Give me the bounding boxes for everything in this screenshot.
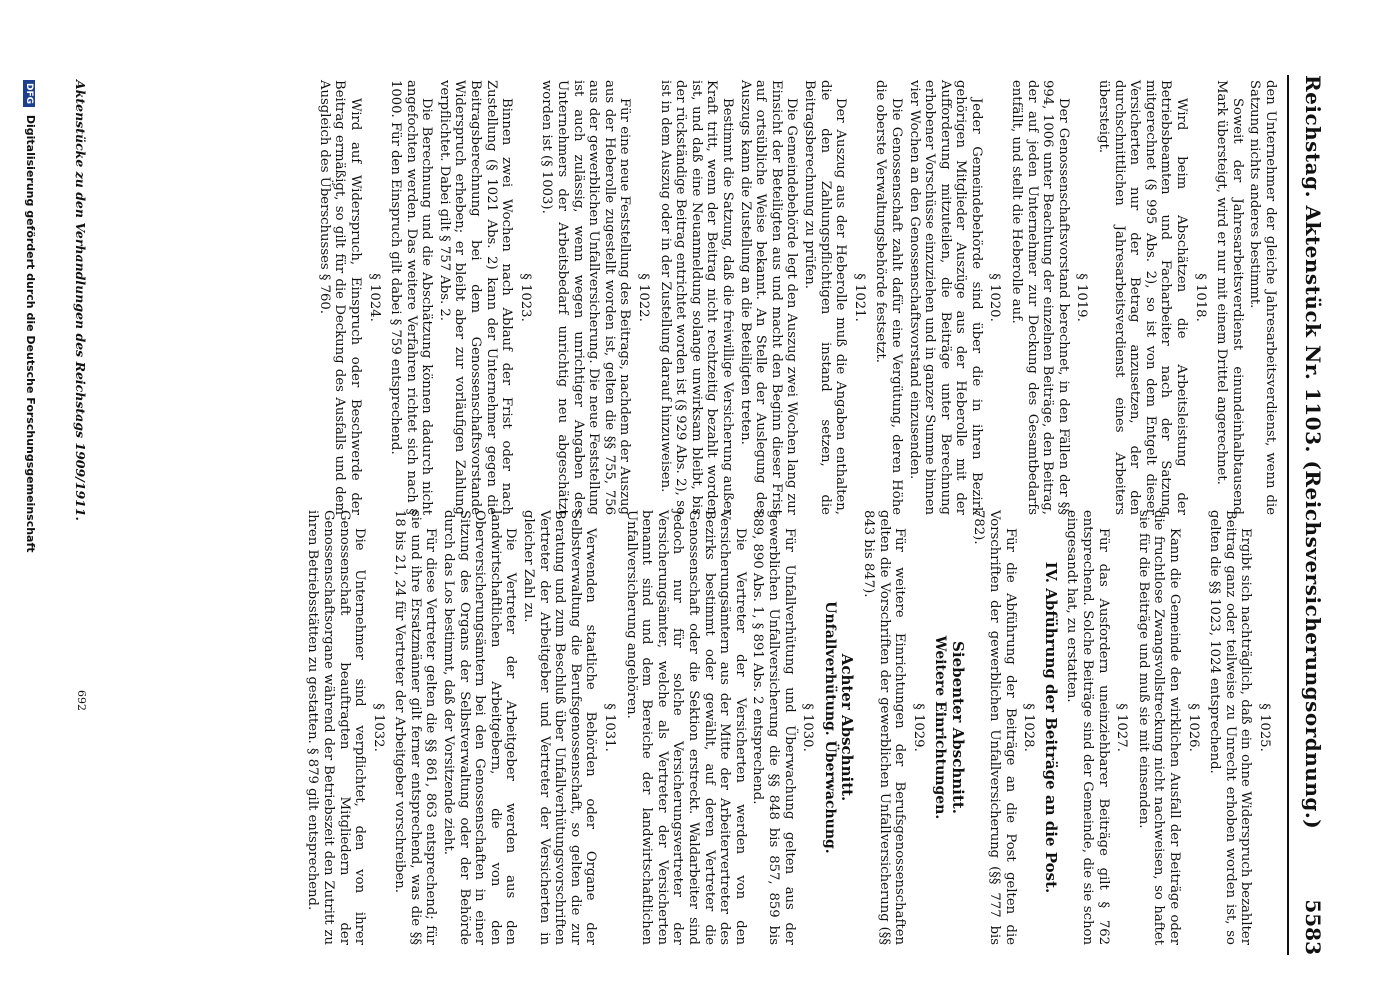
paragraph: Wird auf Widerspruch, Einspruch oder Beschwerde der Beitrag ermäßigt, so gilt für die Deckung des Ausfalls und dem Ausgleich des Überschusses § 760.	[316, 80, 363, 515]
section-number: § 1018.	[1192, 273, 1208, 322]
section-number: § 1027.	[1114, 703, 1130, 752]
page-header	[1287, 75, 1325, 955]
funding-note-text: Digitalisierung gefördert durch die Deutsche Forschungsgemeinschaft	[24, 114, 37, 553]
paragraph: Verwenden staatliche Behörden oder Organe der Selbstverwaltung die Berufsgenossenschaft, so gelten die zur Beratung und zum Beschluß über Unfallverhütungsvorschriften Vertreter der Arbeitgeber und Vertreter der Versicherten in gleicher Zahl zu.	[521, 510, 599, 945]
paragraph: Binnen zwei Wochen nach Ablauf der Frist oder nach Zustellung (§ 1021 Abs. 2) kann der Unternehmer gegen die Beitragsberechnung bei dem Genossenschaftsvorstande Widerspruch erheben; er bleibt aber zur vorläufigen Zahlung verpflichtet. Dabei gilt § 757 Abs. 2.	[436, 80, 515, 515]
paragraph: Der Genossenschaftsvorstand berechnet, in den Fällen der §§ 994, 1006 unter Beachtung der einzelnen Beiträge, den Beitrag, der auf jeden Unternehmer zur Deckung des Gesamtbedarfs entfällt, und stellt die Heberolle auf.	[1009, 80, 1071, 515]
paragraph: Der Auszug aus der Heberolle muß die Angaben enthalten, die den Zahlungspflichtigen instand setzen, die Beitragsberechnung zu prüfen.	[801, 80, 849, 515]
paragraph: Ergibt sich nachträglich, daß ein ohne Widerspruch bezahlter Beitrag ganz oder teilweise zu Unrecht erhoben worden ist, so gelten die §§ 1023, 1024 entsprechend.	[1207, 510, 1254, 945]
paragraph: Jeder Gemeindebehörde sind über die in ihren Bezirk gehörigen Mitglieder Auszüge aus der Heberolle mit der Aufforderung mitzuteilen, die Beiträge unter Berechnung erhobener Vorschüsse einzuziehen und in ganzer Summe binnen vier Wochen an den Genossenschaftsvorstand einzusenden.	[906, 80, 984, 515]
section-heading: Siebenter Abschnitt.	[948, 641, 967, 814]
funding-note	[23, 80, 37, 980]
section-number: § 1029.	[910, 703, 926, 752]
paragraph: Für die Abführung der Beiträge an die Post gelten die Vorschriften der gewerblichen Unfallversicherung (§§ 777 bis 782).	[971, 510, 1018, 945]
paragraph: Die Berechnung und die Abschätzung können dadurch nicht angefochten werden. Das weitere Verfahren richtet sich nach § 1000. Für den Einspruch gilt dabei § 759 entsprechend.	[388, 80, 435, 515]
paragraph: Für Unfallverhütung und Überwachung gelten aus der gewerblichen Unfallversicherung die §§ 848 bis 857, 859 bis 889, 890 Abs. 1, § 891 Abs. 2 entsprechend.	[750, 510, 797, 945]
page-number: 5583	[1301, 899, 1325, 955]
section-heading: IV. Abführung der Beiträge an die Post.	[1041, 561, 1060, 894]
paragraph: Soweit der Jahresarbeitsverdienst einundeinhalbtausend Mark übersteigt, wird er nur mit einem Drittel angerechnet.	[1214, 80, 1245, 515]
section-number: § 1020.	[987, 273, 1003, 322]
paragraph: Wird beim Abschätzen die Arbeitsleistung der Betriebsbeamten und Facharbeiter nach der Satzung mitgerechnet (§ 995 Abs. 2), so ist von dem Entgelt dieser Versicherten nur der Betrag anzusetzen, der den durchschnittlichen Jahresarbeitsverdienst eines Arbeiters übersteigt.	[1096, 80, 1190, 515]
paragraph: den Unternehmer der gleiche Jahresarbeitsverdienst, wenn die Satzung nichts anderes bestimmt.	[1247, 80, 1278, 515]
footer-source: Aktenstücke zu den Verhandlungen des Reichstags 1909/1911.	[73, 80, 88, 521]
paragraph: Die Vertreter der Versicherten werden von den Versicherungsämtern aus der Mitte der Arbeitervertreter des Bezirks bestimmt oder gewählt, auf deren Vertreter die Genossenschaft oder die Sektion erstreckt. Waldarbeiter sind jedoch nur für solche Versicherungsvertreter der Versicherungsämter, welche als Vertreter der Versicherten benannt sind und dem Bereiche der landwirtschaftlichen Unfallversicherung angehören.	[623, 510, 748, 945]
paragraph: Die Gemeindebehörde legt den Auszug zwei Wochen lang zur Einsicht der Beteiligten aus und macht den Beginn dieser Frist auf ortsübliche Weise bekannt. An Stelle der Auslegung des Auszugs kann die Zustellung an die Beteiligten treten.	[737, 80, 800, 515]
left-column	[314, 80, 1278, 515]
section-heading: Achter Abschnitt.	[838, 653, 857, 802]
paragraph: Die Unternehmer sind verpflichtet, den von ihrer Genossenschaft beauftragten Mitgliedern der Genossenschaftsorgane während der Betriebszeit den Zutritt zu ihren Betriebsstätten zu gestatten. § 879 gilt entsprechend.	[305, 510, 368, 945]
section-subheading: Unfallverhütung. Überwachung.	[821, 601, 838, 854]
paragraph: Für eine neue Feststellung des Beitrags, nachdem der Auszug aus der Heberolle zugestellt worden ist, gelten die §§ 755, 756 aus der gewerblichen Unfallversicherung. Die neue Feststellung ist auch zulässig, wenn wegen unrichtiger Angaben des Unternehmers der Arbeitsbedarf unrichtig neu abgeschätzt worden ist (§ 1003).	[539, 80, 633, 515]
paragraph: Bestimmt die Satzung, daß die freiwillige Versicherung außer Kraft tritt, wenn der Beitrag nicht rechtzeitig bezahlt worden ist, und daß eine Neuanmeldung solange unwirksam bleibt, bis der rückständige Beitrag entrichtet worden ist (§ 929 Abs. 2), so ist in dem Auszug oder in der Zustellung darauf hinzuweisen.	[657, 80, 735, 515]
section-number: § 1019.	[1074, 273, 1090, 322]
paragraph: Die Genossenschaft zahlt dafür eine Vergütung, deren Höhe die oberste Verwaltungsbehörde festsetzt.	[873, 80, 904, 515]
paragraph: Für diese Vertreter gelten die §§ 861, 863 entsprechend; für sie und ihre Ersatzmänner gilt ferner entsprechend, was die §§ 18 bis 21, 24 für Vertreter der Arbeitgeber vorschreiben.	[392, 510, 439, 945]
section-number: § 1022.	[636, 273, 652, 322]
section-number: § 1028.	[1021, 703, 1037, 752]
section-number: § 1031.	[602, 703, 618, 752]
section-number: § 1023.	[517, 273, 533, 322]
section-number: § 1030.	[800, 703, 816, 752]
section-number: § 1021.	[851, 273, 867, 322]
paragraph: Für das Ausfordern uneinziehbarer Beiträge gilt § 762 entsprechend. Solche Beiträge sind der Gemeinde, die sie schon eingesandt hat, zu erstatten.	[1064, 510, 1111, 945]
dfg-logo: DFG	[23, 80, 35, 107]
section-number: § 1026.	[1185, 703, 1201, 752]
header-title: Reichstag. Aktenstück Nr. 1103. (Reichsversicherungsordnung.)	[1301, 75, 1325, 830]
section-number: § 1025.	[1257, 703, 1272, 752]
section-subheading: Weitere Einrichtungen.	[932, 635, 949, 820]
footer-sheet-number: 692	[75, 690, 88, 711]
paragraph: Für weitere Einrichtungen der Berufsgenossenschaften gelten die Vorschriften der gewerblichen Unfallversicherung (§§ 843 bis 847).	[860, 510, 908, 945]
paragraph: Kann die Gemeinde den wirklichen Ausfall der Beiträge oder die fruchtlose Zwangsvollstreckung nicht nachweisen, so haftet sie für die Beiträge und muß sie mit einsenden.	[1135, 510, 1183, 945]
right-column	[303, 510, 1278, 945]
section-number: § 1024.	[366, 273, 382, 322]
section-number: § 1032.	[370, 703, 386, 752]
paragraph: Die Vertreter der Arbeitgeber werden aus den landwirtschaftlichen Arbeitgebern, die von den Oberversicherungsämtern bei den Genossenschaften in einer Sitzung des Organs der Selbstverwaltung oder der Behörde durch das Los bestimmt, daß der Vorsitzende zieht.	[441, 510, 519, 945]
